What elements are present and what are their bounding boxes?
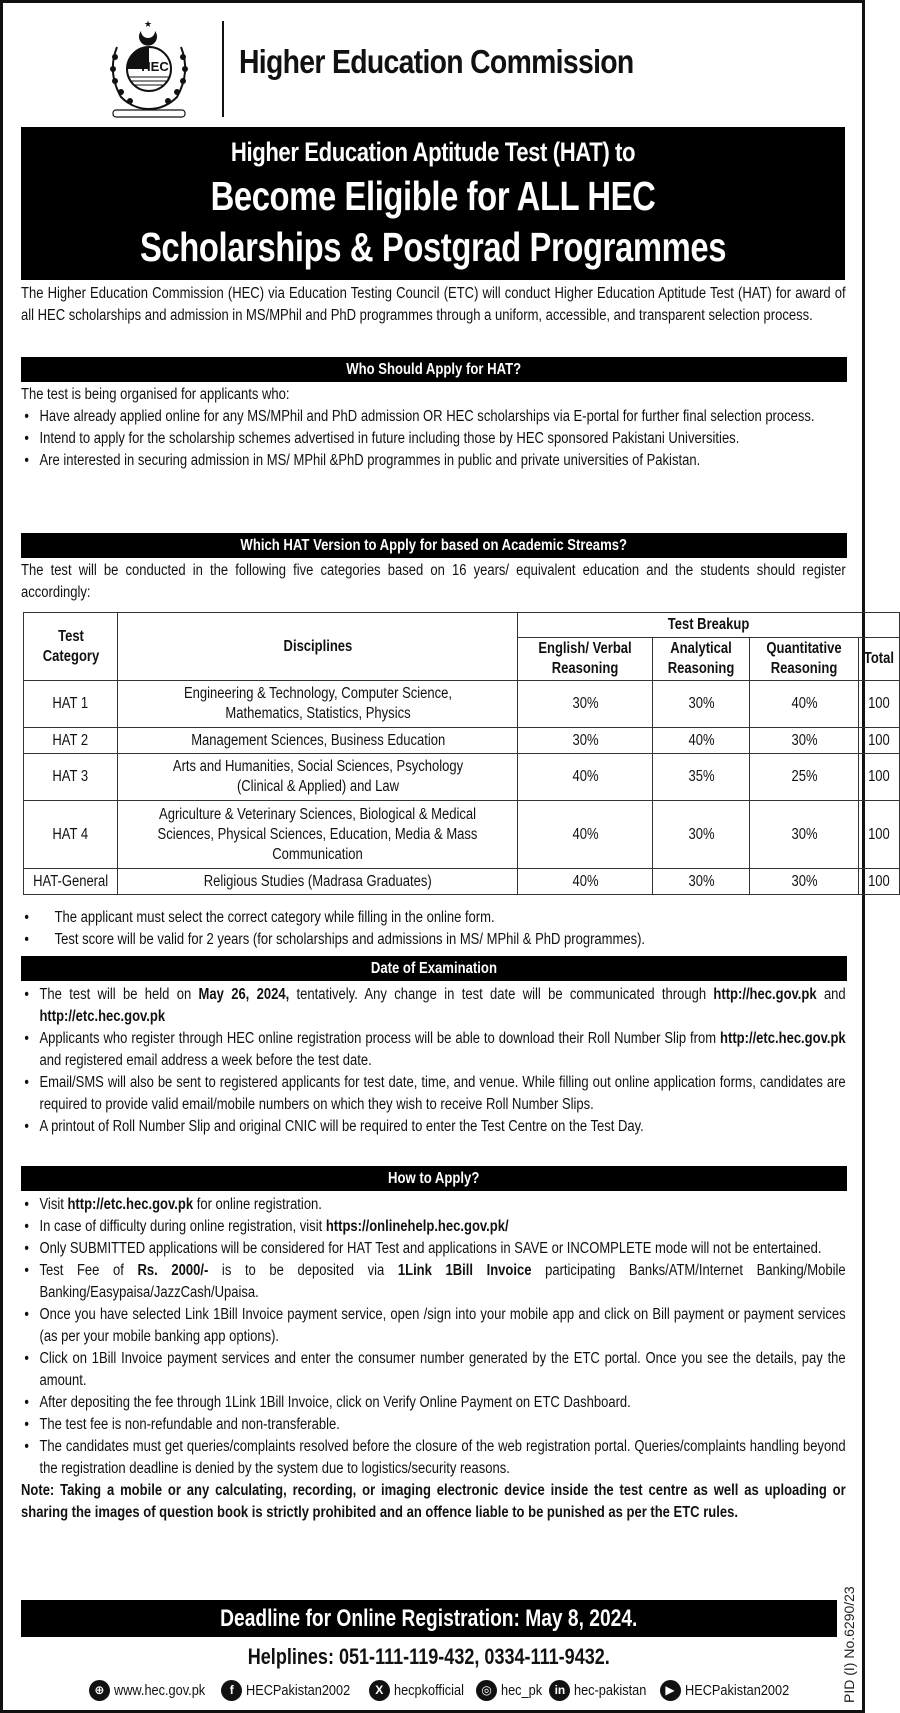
section-heading-version: Which HAT Version to Apply for based on Academic Streams? bbox=[21, 533, 847, 558]
hec-link[interactable]: http://hec.gov.pk bbox=[713, 986, 817, 1003]
facebook-icon: f bbox=[221, 1680, 242, 1701]
header-total: Total bbox=[859, 638, 900, 681]
list-item: • The candidates must get queries/complaints resolved before the closure of the web registration portal. Queries/complaints handling beyond the registration deadline is denied by the system due to logistics/security reasons. bbox=[21, 1436, 846, 1480]
who-lead: The test is being organised for applicants who: bbox=[21, 386, 290, 403]
apply-section bbox=[21, 1194, 846, 1524]
section-heading-apply: How to Apply? bbox=[21, 1166, 847, 1191]
instagram-icon: ◎ bbox=[476, 1680, 497, 1701]
exam-section bbox=[21, 984, 846, 1138]
intro-paragraph: The Higher Education Commission (HEC) via Education Testing Council (ETC) will conduct Higher Education Aptitude Test (HAT) for award of all HEC scholarships and admission in MS/MPhil and PhD programmes through a uniform, accessible, and transparent selection process. bbox=[21, 285, 846, 324]
table-row: HAT-General Religious Studies (Madrasa Graduates) 40% 30% 30% 100 bbox=[24, 869, 900, 895]
social-facebook[interactable]: f HECPakistan2002 bbox=[221, 1680, 359, 1701]
youtube-icon: ▶ bbox=[660, 1680, 681, 1701]
svg-text:★: ★ bbox=[143, 19, 153, 29]
etc-link[interactable]: http://etc.hec.gov.pk bbox=[720, 1030, 846, 1047]
deadline-banner: Deadline for Online Registration: May 8, 2024. bbox=[21, 1600, 837, 1637]
globe-icon: ⊕ bbox=[89, 1680, 110, 1701]
list-item: • A printout of Roll Number Slip and original CNIC will be required to enter the Test Centre on the Test Day. bbox=[21, 1116, 846, 1138]
list-item: • The applicant must select the correct category while filling in the online form. bbox=[21, 907, 846, 929]
list-item: • The test will be held on May 26, 2024, tentatively. Any change in test date will be communicated through http://hec.gov.pk and http://etc.hec.gov.pk bbox=[21, 984, 846, 1028]
hero-line-1: Higher Education Aptitude Test (HAT) to bbox=[230, 137, 636, 167]
org-name: Higher Education Commission bbox=[239, 43, 634, 80]
list-item: • Only SUBMITTED applications will be considered for HAT Test and applications in SAVE or INCOMPLETE mode will not be entertained. bbox=[21, 1238, 846, 1260]
section-heading-who: Who Should Apply for HAT? bbox=[21, 357, 847, 382]
header-disciplines: Disciplines bbox=[118, 613, 518, 681]
list-item: • The test fee is non-refundable and non-transferable. bbox=[21, 1414, 846, 1436]
header-english: English/ Verbal Reasoning bbox=[518, 638, 653, 681]
x-twitter-icon: X bbox=[369, 1680, 390, 1701]
list-item: • Are interested in securing admission in MS/ MPhil &PhD programmes in public and private universities of Pakistan. bbox=[21, 450, 846, 472]
hero-banner bbox=[21, 127, 845, 280]
social-website[interactable]: ⊕ www.hec.gov.pk bbox=[89, 1680, 211, 1701]
linkedin-icon: in bbox=[549, 1680, 570, 1701]
header-test-breakup: Test Breakup bbox=[518, 613, 900, 638]
list-item: • Email/SMS will also be sent to registered applicants for test date, time, and venue. While filling out online application forms, candidates are required to provide valid email/mobile numbers on which they wish to receive Roll Number Slips. bbox=[21, 1072, 846, 1116]
header-test-category: Test Category bbox=[24, 613, 118, 681]
table-row: HAT 4 Agriculture & Veterinary Sciences, Biological & Medical Sciences, Physical Sciences, Education, Media & Mass Communication 40% 30% 30% 100 bbox=[24, 801, 900, 869]
hat-categories-table bbox=[23, 612, 900, 895]
table-row: HAT 2 Management Sciences, Business Education 30% 40% 30% 100 bbox=[24, 728, 900, 754]
list-item: • Applicants who register through HEC online registration process will be able to download their Roll Number Slip from http://etc.hec.gov.pk and registered email address a week before the test date. bbox=[21, 1028, 846, 1072]
social-links bbox=[63, 1678, 823, 1702]
list-item: • After depositing the fee through 1Link 1Bill Invoice, click on Verify Online Payment on ETC Dashboard. bbox=[21, 1392, 846, 1414]
social-instagram[interactable]: ◎ hec_pk bbox=[476, 1680, 539, 1701]
list-item: • Visit http://etc.hec.gov.pk for online registration. bbox=[21, 1194, 846, 1216]
who-list bbox=[21, 406, 846, 472]
header-divider bbox=[222, 21, 224, 117]
table-row: HAT 3 Arts and Humanities, Social Sciences, Psychology (Clinical & Applied) and Law 40% 35% 25% 100 bbox=[24, 754, 900, 801]
prohibition-note: Note: Taking a mobile or any calculating, recording, or imaging electronic device inside the test centre as well as uploading or sharing the images of question book is strictly prohibited and an offence liable to be punished as per the ETC rules. bbox=[21, 1482, 846, 1521]
header bbox=[3, 3, 862, 125]
version-lead: The test will be conducted in the following five categories based on 16 years/ equivalent education and the students should register accordingly: bbox=[21, 562, 846, 601]
etc-link[interactable]: http://etc.hec.gov.pk bbox=[67, 1196, 194, 1213]
list-item: • Test Fee of Rs. 2000/- is to be deposited via 1Link 1Bill Invoice participating Banks/ATM/Internet Banking/Mobile Banking/Easypaisa/JazzCash/Upaisa. bbox=[21, 1260, 846, 1304]
list-item: • Test score will be valid for 2 years (for scholarships and admissions in MS/ MPhil & PhD programmes). bbox=[21, 929, 846, 951]
svg-text:HEC: HEC bbox=[141, 59, 169, 74]
hec-emblem-icon bbox=[103, 17, 195, 119]
table-row: HAT 1 Engineering & Technology, Computer Science, Mathematics, Statistics, Physics 30% 30% 40% 100 bbox=[24, 681, 900, 728]
social-x[interactable]: X hecpkofficial bbox=[369, 1680, 466, 1701]
hero-line-2: Become Eligible for ALL HEC bbox=[210, 173, 656, 219]
list-item: • In case of difficulty during online registration, visit https://onlinehelp.hec.gov.pk/ bbox=[21, 1216, 846, 1238]
helplines: Helplines: 051-111-119-432, 0334-111-9432. bbox=[247, 1644, 611, 1669]
social-youtube[interactable]: ▶ HECPakistan2002 bbox=[660, 1680, 798, 1701]
social-linkedin[interactable]: in hec-pakistan bbox=[549, 1680, 649, 1701]
header-analytical: Analytical Reasoning bbox=[653, 638, 750, 681]
who-section bbox=[21, 384, 846, 472]
list-item: • Click on 1Bill Invoice payment services and enter the consumer number generated by the ETC portal. Once you see the details, pay the amount. bbox=[21, 1348, 846, 1392]
etc-link[interactable]: http://etc.hec.gov.pk bbox=[39, 1008, 166, 1025]
pid-number: PID (I) No.6290/23 bbox=[841, 1586, 857, 1703]
list-item: • Intend to apply for the scholarship schemes advertised in future including those by HEC sponsored Pakistani Universities. bbox=[21, 428, 846, 450]
list-item: • Have already applied online for any MS/MPhil and PhD admission OR HEC scholarships via E-portal for further final selection process. bbox=[21, 406, 846, 428]
onlinehelp-link[interactable]: https://onlinehelp.hec.gov.pk/ bbox=[325, 1218, 509, 1235]
header-quantitative: Quantitative Reasoning bbox=[750, 638, 859, 681]
section-heading-exam: Date of Examination bbox=[21, 956, 847, 981]
hero-line-3: Scholarships & Postgrad Programmes bbox=[139, 224, 727, 270]
table-notes bbox=[21, 907, 846, 951]
list-item: • Once you have selected Link 1Bill Invoice payment service, open /sign into your mobile app and click on Bill payment or payment services (as per your mobile banking app options). bbox=[21, 1304, 846, 1348]
